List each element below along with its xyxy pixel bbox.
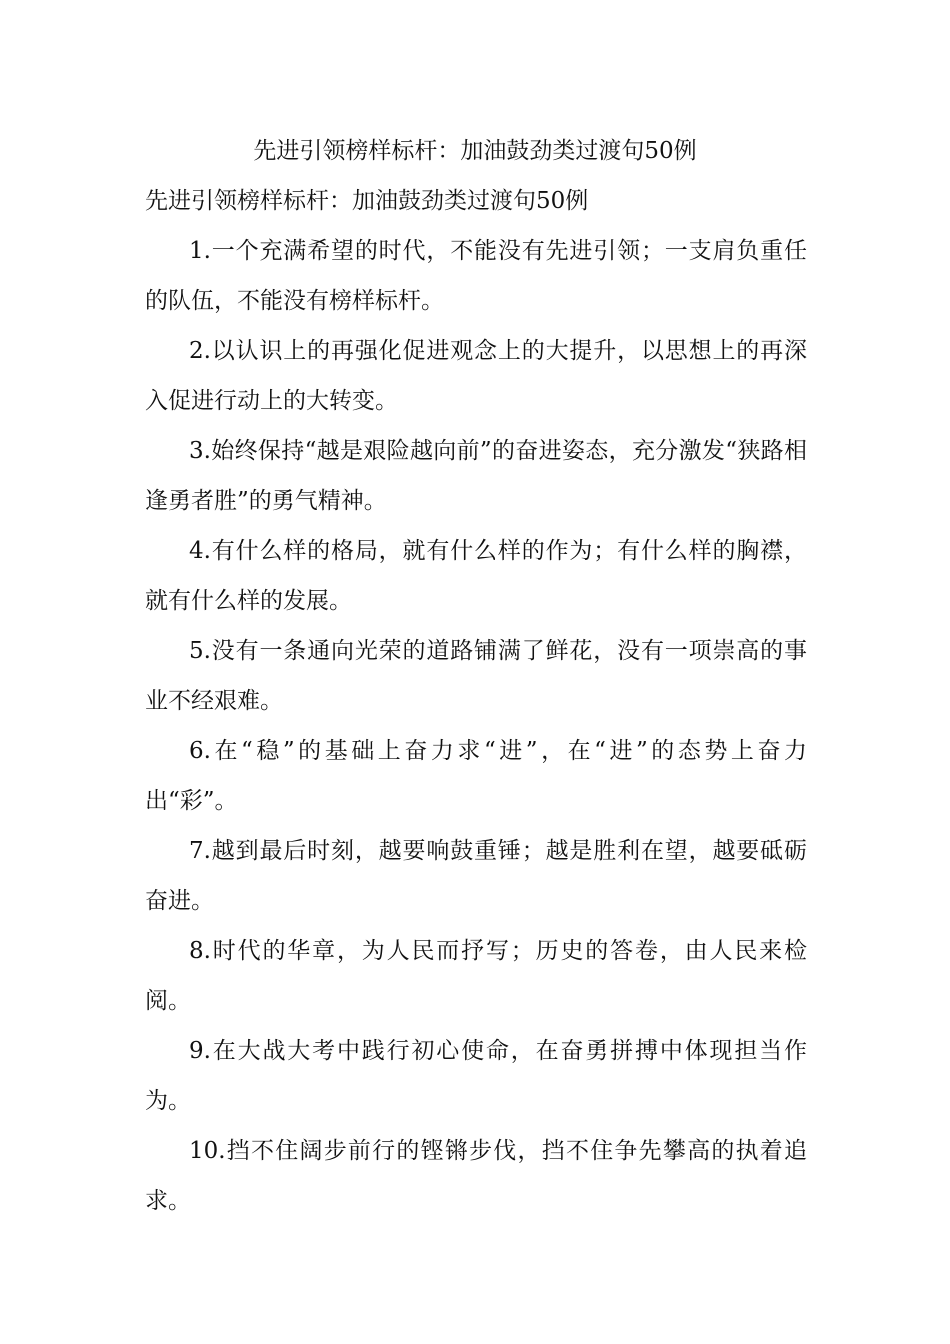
paragraph-6: 6.在“稳”的基础上奋力求“进”，在“进”的态势上奋力出“彩”。 (145, 738, 807, 814)
paragraph-2: 2.以认识上的再强化促进观念上的大提升，以思想上的再深入促进行动上的大转变。 (145, 338, 807, 414)
paragraph-4: 4.有什么样的格局，就有什么样的作为；有什么样的胸襟，就有什么样的发展。 (145, 538, 807, 614)
document-subtitle: 先进引领榜样标杆：加油鼓劲类过渡句50例 (145, 188, 589, 214)
paragraph-7: 7.越到最后时刻，越要响鼓重锤；越是胜利在望，越要砥砺奋进。 (145, 838, 807, 914)
document-title: 先进引领榜样标杆：加油鼓劲类过渡句50例 (253, 138, 697, 164)
paragraph-1: 1.一个充满希望的时代，不能没有先进引领；一支肩负重任的队伍，不能没有榜样标杆。 (145, 238, 807, 314)
paragraph-9: 9.在大战大考中践行初心使命，在奋勇拼搏中体现担当作为。 (145, 1038, 807, 1114)
document-body (145, 226, 807, 1226)
paragraph-3: 3.始终保持“越是艰险越向前”的奋进姿态，充分激发“狭路相逢勇者胜”的勇气精神。 (145, 438, 807, 514)
paragraph-5: 5.没有一条通向光荣的道路铺满了鲜花，没有一项崇高的事业不经艰难。 (145, 638, 807, 714)
paragraph-8: 8.时代的华章，为人民而抒写；历史的答卷，由人民来检阅。 (145, 938, 807, 1014)
paragraph-10: 10.挡不住阔步前行的铿锵步伐，挡不住争先攀高的执着追求。 (145, 1138, 807, 1214)
